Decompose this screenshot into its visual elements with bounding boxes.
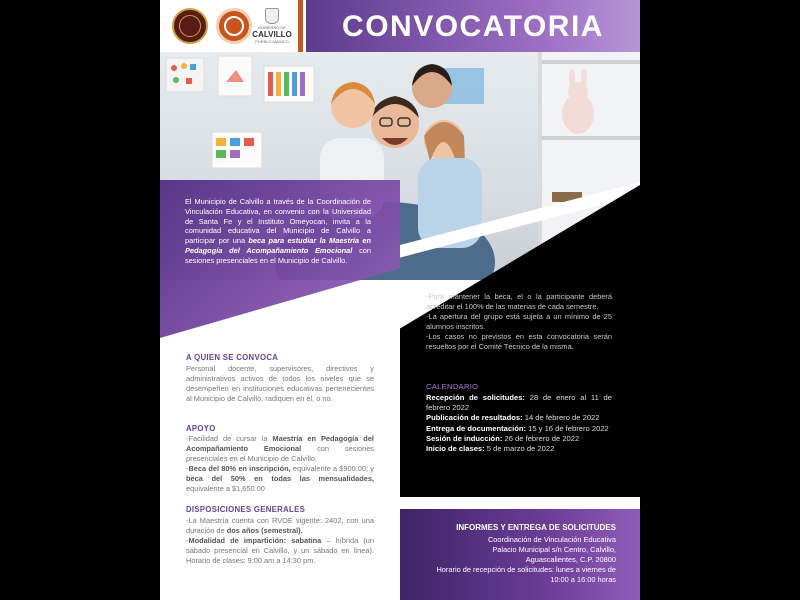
calendar-label: Entrega de documentación: xyxy=(426,423,526,433)
calendar-item xyxy=(426,393,612,413)
intro-text xyxy=(185,197,371,266)
calendar-value: 14 de febrero de 2022 xyxy=(522,413,600,423)
apoyo-item xyxy=(186,434,374,464)
intro-part1: El Municipio de Calvillo a través de la Coordinación de Vinculación Educativa, en convenio con la Universidad de Santa Fe y el Instituto Omeyocan, invita a la comunidad educativa del Municipio de Calvillo a participar por una xyxy=(185,197,371,246)
calendar-item xyxy=(426,444,612,454)
poster xyxy=(160,0,640,600)
apoyo-text: -Facilidad de cursar la xyxy=(186,434,273,443)
title-band xyxy=(306,0,640,52)
apoyo-item xyxy=(186,464,374,494)
footer-line: Aguascalientes, C.P. 20800 xyxy=(525,555,616,564)
footer-line: Coordinación de Vinculación Educativa xyxy=(487,535,616,544)
contact-footer xyxy=(400,509,640,600)
disposiciones-item xyxy=(186,536,374,566)
instituto-omeyocan-logo xyxy=(216,8,252,44)
apoyo-emphasis: beca del 50% en todas las mensualidades, xyxy=(186,474,374,483)
a-quien-title: A QUIEN SE CONVOCA xyxy=(186,353,279,362)
apoyo-text: - xyxy=(186,464,189,473)
calendar-label: Inicio de clases: xyxy=(426,444,485,454)
header-accent-bar xyxy=(298,0,303,52)
apoyo-body xyxy=(186,434,374,494)
footer-title: INFORMES Y ENTREGA DE SOLICITUDES xyxy=(456,523,616,532)
calvillo-logo-top-text: GOBIERNO DE xyxy=(257,25,287,30)
page-title: CONVOCATORIA xyxy=(342,10,604,43)
condition-item: -Para mantener la beca, el o la participante deberá acreditar el 100% de las materias de cada semestre. xyxy=(426,292,612,311)
disposiciones-body xyxy=(186,516,374,566)
calvillo-logo xyxy=(250,8,294,44)
calendar-title: CALENDARIO xyxy=(426,382,479,391)
a-quien-body: Personal docente, supervisores, directivos y administrativos activos de todos los niveles que se desempeñen en instituciones educativas pertenecientes al Municipio de Calvillo, radiquen en él, o no. xyxy=(186,364,374,403)
disposiciones-emphasis: dos años (semestral). xyxy=(226,526,303,535)
calendar-value: 28 de enero al 11 de febrero 2022 xyxy=(426,393,613,413)
calendar-item xyxy=(426,434,612,444)
calendar-value: 5 de marzo de 2022 xyxy=(484,444,555,454)
calendar-item xyxy=(426,424,612,434)
footer-line: Palacio Municipal s/n Centro, Calvillo, xyxy=(492,545,616,554)
condition-item: -La apertura del grupo está sujeta a un mínimo de 25 alumnos inscritos. xyxy=(426,312,612,331)
calvillo-logo-bottom-text: PUEBLO MÁGICO xyxy=(255,39,289,44)
apoyo-emphasis: Maestría en Pedagogía del Acompañamiento Emocional xyxy=(186,434,374,453)
calendar-label: Sesión de inducción: xyxy=(426,433,503,443)
calendar-value: 15 y 16 de febrero 2022 xyxy=(526,423,609,433)
apoyo-title: APOYO xyxy=(186,424,216,433)
apoyo-text: equivalente a $900.00; y xyxy=(290,464,374,473)
disposiciones-text: -La Maestría cuenta con RVOE vigente: 2402, con una duración de xyxy=(186,516,374,535)
disposiciones-text: - xyxy=(186,536,189,545)
universidad-santa-fe-logo xyxy=(172,8,208,44)
apoyo-emphasis: Beca del 80% en inscripción, xyxy=(188,464,291,473)
disposiciones-text: – híbrida (un sábado presencial en Calvillo, y un sábado en línea). Horario de clases: 9:00 am a 14:30 pm. xyxy=(186,536,374,565)
intro-highlight: beca para estudiar la Maestría en Pedagogía del Acompañamiento Emocional xyxy=(185,236,371,255)
disposiciones-title: DISPOSICIONES GENERALES xyxy=(186,505,306,514)
calvillo-logo-name: CALVILLO xyxy=(252,30,292,39)
condition-item: -Los casos no previstos en esta convocatoria serán resueltos por el Comité Técnico de la misma. xyxy=(426,332,612,351)
footer-line: Horario de recepción de solicitudes: lunes a viernes de 10:00 a 16:00 horas xyxy=(436,565,616,584)
apoyo-text: con sesiones presenciales en el Municipio de Calvillo. xyxy=(186,444,374,463)
calvillo-shield-icon xyxy=(265,8,279,24)
calendar-label: Recepción de solicitudes: xyxy=(426,393,525,402)
calendar-list xyxy=(426,393,612,454)
calendar-value: 26 de febrero de 2022 xyxy=(502,433,580,443)
footer-lines xyxy=(426,535,616,585)
calendar-item xyxy=(426,413,612,423)
intro-part2: con sesiones presenciales en el Municipio de Calvillo. xyxy=(185,245,371,265)
disposiciones-item xyxy=(186,516,374,536)
apoyo-text: equivalente a $1,650.00 xyxy=(186,484,265,493)
calendar-label: Publicación de resultados: xyxy=(426,413,523,423)
disposiciones-emphasis: Modalidad de impartición: sabatina xyxy=(188,536,322,545)
conditions-list xyxy=(426,292,612,352)
